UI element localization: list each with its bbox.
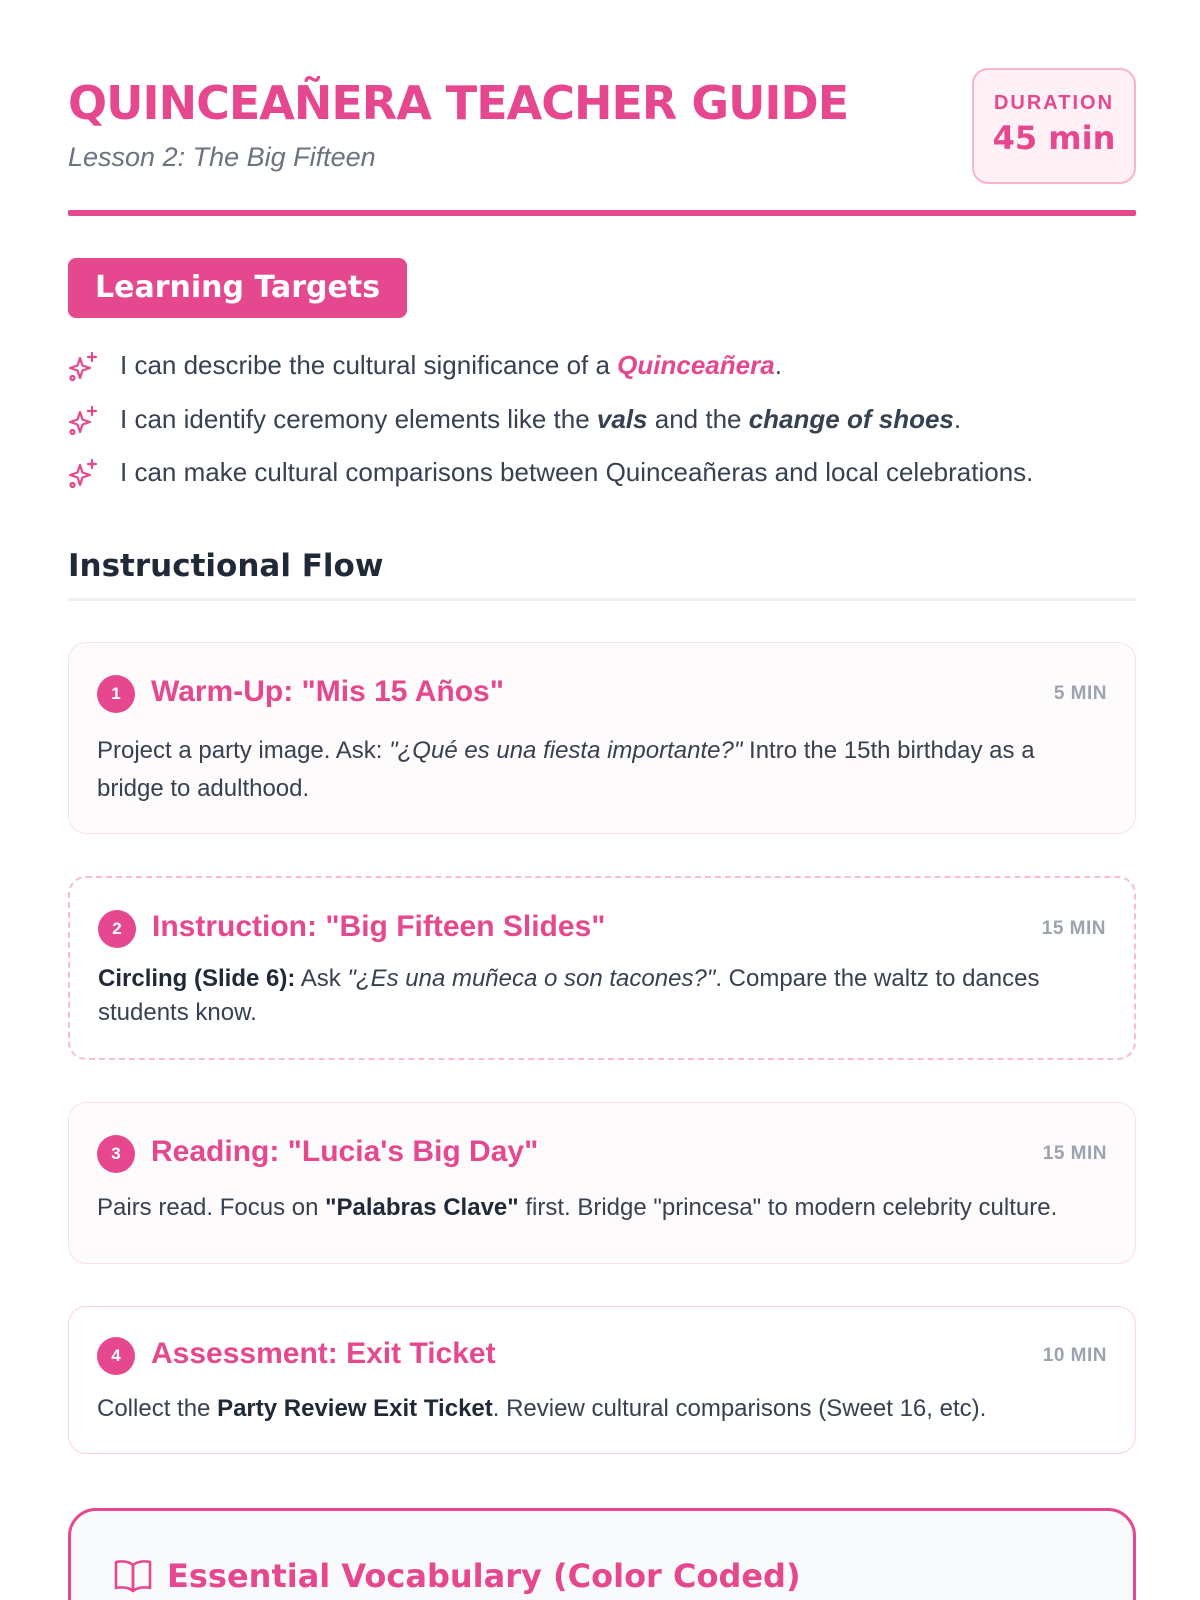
target-text: I can identify ceremony elements like the: [120, 403, 597, 434]
step-text: Collect the: [97, 1395, 218, 1422]
step-number-badge: 3: [97, 1135, 135, 1173]
learning-target-item: [68, 453, 1168, 507]
flow-step-card: [68, 642, 1136, 834]
step-text: Ask: [295, 965, 348, 992]
step-time: 15 MIN: [1042, 1143, 1107, 1164]
step-text-end: . Review cultural comparisons (Sweet 16, etc).: [492, 1395, 987, 1422]
step-number-badge: 2: [98, 910, 136, 948]
learning-target-item: [68, 346, 1168, 400]
step-description: [97, 732, 1107, 808]
target-emphasis: vals: [596, 403, 648, 434]
step-title: Reading: "Lucia's Big Day": [151, 1135, 539, 1168]
target-emphasis-2: change of shoes: [748, 403, 954, 434]
sparkles-icon: [68, 350, 100, 382]
step-title: Warm-Up: "Mis 15 Años": [151, 675, 504, 708]
flow-step-card: [68, 876, 1136, 1060]
step-text-end: Intro the 15th birthday as a bridge to adulthood.: [97, 737, 1035, 802]
target-text-end: .: [953, 403, 962, 434]
step-text-end: . Compare the waltz to dances students know.: [98, 965, 1040, 1026]
step-quote: "¿Es una muñeca o son tacones?": [347, 965, 716, 992]
step-bold: Party Review Exit Ticket: [217, 1395, 493, 1422]
target-emphasis: Quinceañera: [617, 350, 775, 380]
step-description: [98, 962, 1106, 1030]
step-time: 5 MIN: [1053, 683, 1107, 704]
step-bold: "Palabras Clave": [325, 1194, 519, 1221]
flow-step-card: [68, 1306, 1136, 1454]
learning-targets-heading: Learning Targets: [68, 258, 407, 318]
step-title: Instruction: "Big Fifteen Slides": [152, 910, 606, 943]
target-text: I can make cultural comparisons between Quinceañeras and local celebrations.: [120, 457, 1034, 487]
step-text-end: first. Bridge "princesa" to modern celebrity culture.: [518, 1194, 1058, 1221]
learning-targets-list: [68, 346, 1168, 507]
step-description: [97, 1390, 1107, 1428]
step-number-badge: 4: [97, 1337, 135, 1375]
step-time: 10 MIN: [1042, 1345, 1107, 1366]
target-text: I can describe the cultural significance of a: [120, 350, 618, 380]
step-time: 15 MIN: [1041, 918, 1106, 939]
page-title: QUINCEAÑERA TEACHER GUIDE: [68, 76, 849, 130]
duration-badge: [972, 68, 1136, 184]
learning-target-item: [68, 400, 1168, 454]
flow-divider: [68, 598, 1136, 601]
flow-step-card: [68, 1102, 1136, 1264]
duration-value: 45 min: [992, 119, 1116, 157]
target-text-end: .: [774, 350, 782, 380]
target-text-middle: and the: [647, 403, 749, 434]
vocabulary-section: [68, 1508, 1136, 1600]
step-title: Assessment: Exit Ticket: [151, 1337, 496, 1370]
step-text: Pairs read. Focus on: [97, 1194, 326, 1221]
guide-header: [68, 66, 1136, 214]
book-open-icon: [113, 1559, 153, 1593]
step-quote: "¿Qué es una fiesta importante?": [389, 737, 743, 764]
sparkles-icon: [68, 457, 100, 489]
lesson-subtitle: Lesson 2: The Big Fifteen: [68, 142, 376, 172]
step-text: Project a party image. Ask:: [97, 737, 390, 764]
duration-label: DURATION: [993, 92, 1115, 114]
step-number-badge: 1: [97, 675, 135, 713]
header-divider: [68, 210, 1136, 216]
step-bold: Circling (Slide 6):: [98, 965, 296, 992]
vocabulary-heading: Essential Vocabulary (Color Coded): [167, 1557, 801, 1595]
sparkles-icon: [68, 404, 100, 436]
instructional-flow-heading: Instructional Flow: [68, 548, 384, 584]
step-description: [97, 1189, 1107, 1227]
